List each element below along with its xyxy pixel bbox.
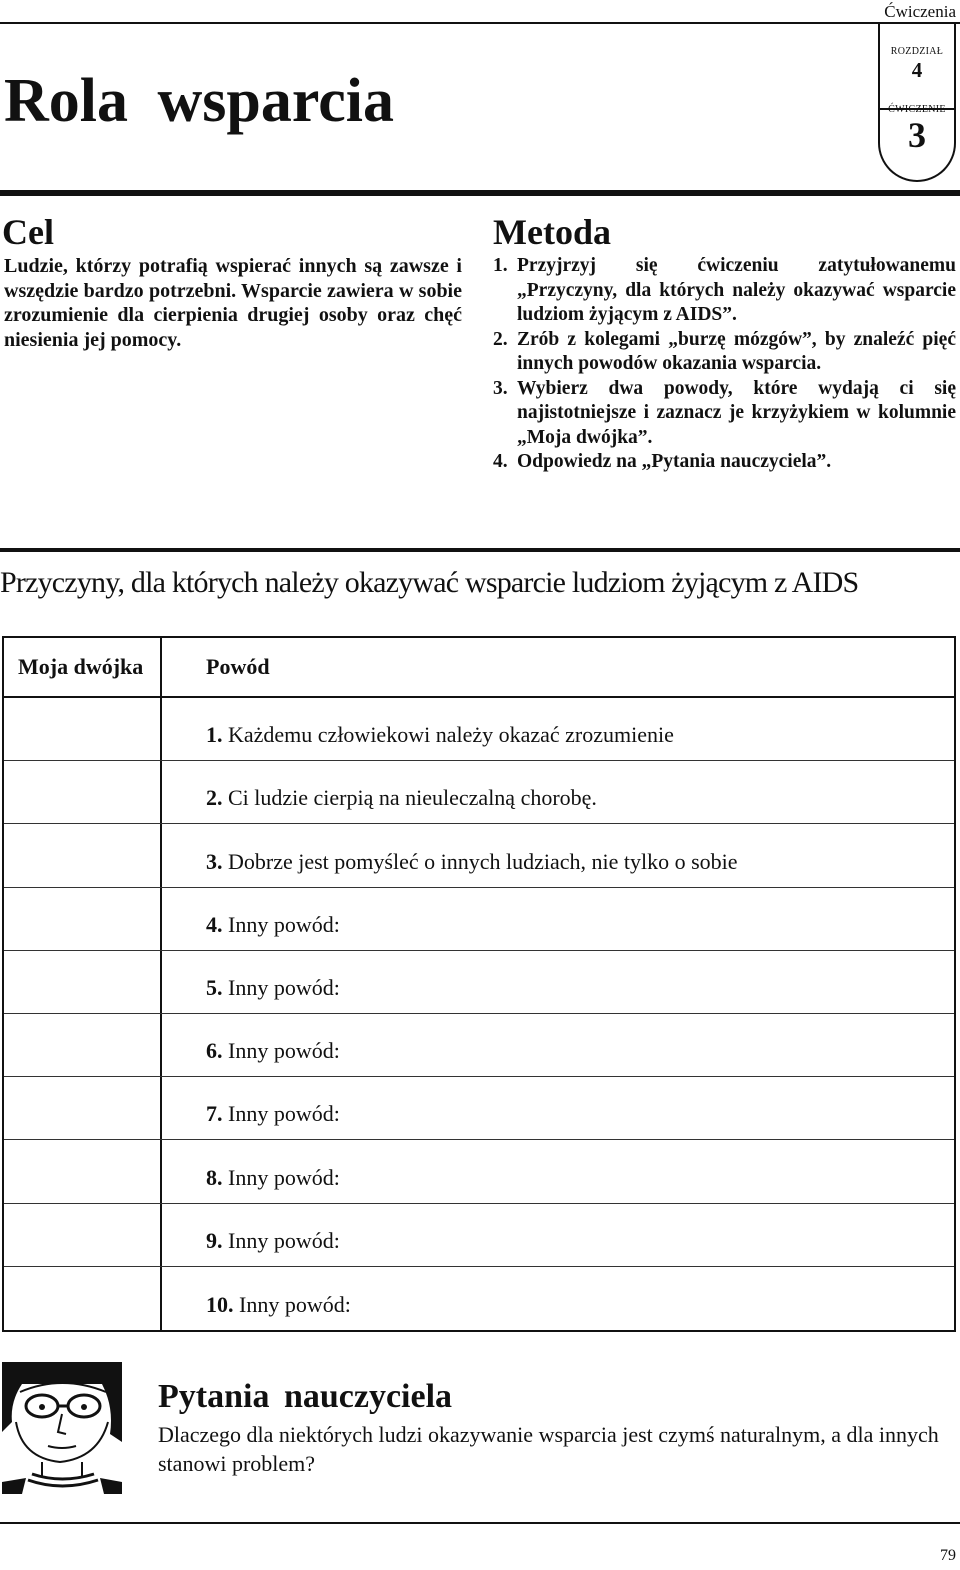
title-rule	[0, 190, 960, 196]
chapter-caption: ROZDZIAŁ	[890, 46, 944, 57]
step-number: 3.	[493, 377, 508, 399]
reason-number: 7.	[206, 1101, 223, 1127]
step-text: Zrób z kolegami „burzę mózgów”, by znaleźć pięć innych powodów okazania wsparcia.	[517, 328, 956, 374]
reason-number: 5.	[206, 974, 223, 1000]
method-step	[493, 450, 956, 475]
reason-cell	[206, 1228, 340, 1254]
reason-number: 10.	[206, 1291, 234, 1317]
step-text: Wybierz dwa powody, które wydają ci się najistotniejsze i zaznacz je krzyżykiem w kolumnie „Moja dwójka”.	[517, 377, 956, 448]
reason-number: 4.	[206, 911, 223, 937]
reason-text: Ci ludzie cierpią na nieuleczalną chorobę.	[228, 785, 597, 811]
table-header-row	[4, 638, 954, 698]
reason-cell	[206, 1038, 340, 1064]
reason-text: Inny powód:	[228, 1038, 340, 1064]
header-rule	[0, 22, 960, 24]
column-header-reason: Powód	[206, 654, 270, 679]
reason-text: Inny powód:	[228, 1227, 340, 1253]
exercise-number: 3	[908, 115, 926, 155]
reason-cell	[206, 975, 340, 1001]
table-row	[4, 951, 954, 1014]
column-header-my-pair: Moja dwójka	[18, 654, 144, 679]
reason-text: Inny powód:	[228, 911, 340, 937]
reason-text: Inny powód:	[228, 974, 340, 1000]
reason-number: 9.	[206, 1227, 223, 1253]
chapter-number: 4	[911, 58, 923, 82]
table-row	[4, 888, 954, 951]
teacher-question-text: Dlaczego dla niektórych ludzi okazywanie wsparcia jest czymś naturalnym, a dla innych stanowi problem?	[158, 1422, 939, 1476]
reason-text: Inny powód:	[228, 1164, 340, 1190]
table-row	[4, 761, 954, 824]
worksheet-rule	[0, 548, 960, 552]
worksheet-title: Przyczyny, dla których należy okazywać wsparcie ludziom żyjącym z AIDS	[0, 566, 859, 599]
step-text: Odpowiedz na „Pytania nauczyciela”.	[517, 451, 832, 472]
reason-number: 6.	[206, 1038, 223, 1064]
reason-cell	[206, 849, 738, 875]
step-number: 1.	[493, 255, 508, 276]
goal-text: Ludzie, którzy potrafią wspierać innych są zawsze i wszędzie bardzo potrzebni. Wsparcie zawiera w sobie zrozumienie dla cierpienia drugiej osoby oraz chęć niesienia jej pomocy.	[4, 255, 462, 351]
table-row	[4, 1077, 954, 1140]
reason-cell	[206, 912, 340, 938]
reason-text: Dobrze jest pomyśleć o innych ludziach, nie tylko o sobie	[228, 848, 738, 874]
reason-cell	[206, 1101, 340, 1127]
reason-number: 3.	[206, 848, 223, 874]
footer-rule	[0, 1522, 960, 1524]
page-number: 79	[940, 1547, 956, 1564]
reason-cell	[206, 785, 597, 811]
reason-number: 2.	[206, 785, 223, 811]
table-row	[4, 1267, 954, 1330]
reason-number: 1.	[206, 722, 223, 748]
table-row	[4, 1140, 954, 1203]
goal-heading: Cel	[2, 212, 54, 252]
reason-number: 8.	[206, 1164, 223, 1190]
section-label: Ćwiczenia	[884, 2, 956, 21]
reason-cell	[206, 1165, 340, 1191]
step-text: Przyjrzyj się ćwiczeniu zatytułowanemu „Przyczyny, dla których należy okazywać wsparcie ludziom żyjącym z AIDS”.	[517, 255, 956, 325]
method-heading: Metoda	[493, 212, 611, 252]
step-number: 4.	[493, 451, 508, 472]
chapter-badge	[878, 24, 956, 182]
table-row	[4, 1204, 954, 1267]
page-title: Rola wsparcia	[4, 67, 395, 135]
reason-text: Inny powód:	[228, 1101, 340, 1127]
teacher-portrait-illustration	[2, 1362, 122, 1494]
method-step	[493, 377, 956, 451]
step-number: 2.	[493, 328, 508, 350]
method-step	[493, 254, 956, 328]
table-row	[4, 1014, 954, 1077]
table-row	[4, 698, 954, 761]
method-steps	[493, 254, 956, 475]
reason-text: Każdemu człowiekowi należy okazać zrozumienie	[228, 722, 674, 748]
reasons-table	[2, 636, 956, 1332]
reason-cell	[206, 1292, 351, 1318]
exercise-caption: ĆWICZENIE	[888, 104, 946, 115]
reason-cell	[206, 722, 674, 748]
method-step	[493, 328, 956, 377]
teacher-questions-heading: Pytania nauczyciela	[158, 1378, 453, 1415]
table-row	[4, 824, 954, 887]
reason-text: Inny powód:	[239, 1291, 351, 1317]
